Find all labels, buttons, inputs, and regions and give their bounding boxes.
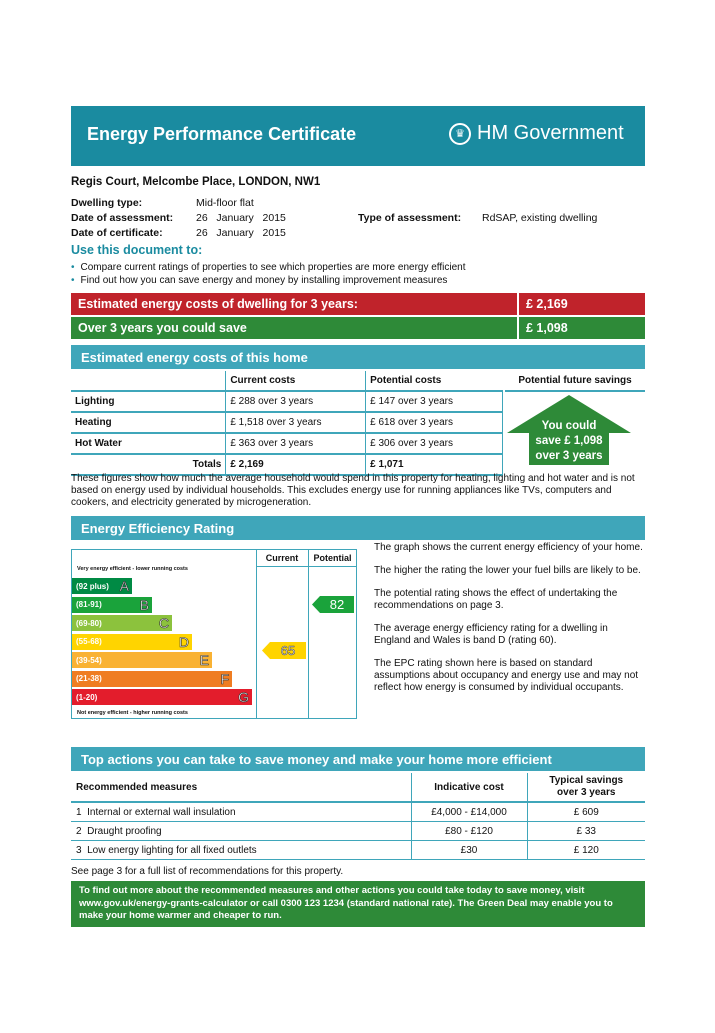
footer-advice: To find out more about the recommended measures and other actions you could take today to save money, visit www.gov.uk/energy-grants-calculator or call 0300 123 1234 (standard national rate). The Green Deal may enable you to make your home warmer and cheaper to run. bbox=[71, 881, 645, 927]
see-page-note: See page 3 for a full list of recommendations for this property. bbox=[71, 866, 344, 877]
list-item: • Compare current ratings of properties to see which properties are more energy efficient bbox=[71, 262, 466, 273]
assessment-date-label: Date of assessment: bbox=[71, 212, 174, 224]
measures-table bbox=[71, 773, 645, 860]
band-letter: F bbox=[220, 670, 229, 687]
assessment-type-value: RdSAP, existing dwelling bbox=[482, 212, 598, 224]
dwelling-type-label: Dwelling type: bbox=[71, 197, 143, 209]
rating-section-heading: Energy Efficiency Rating bbox=[71, 516, 645, 540]
table-row: 3 Low energy lighting for all fixed outlets £30 £ 120 bbox=[71, 841, 645, 860]
table-row: Hot Water £ 363 over 3 years £ 306 over 3 years bbox=[71, 433, 503, 454]
actions-section-heading: Top actions you can take to save money and make your home more efficient bbox=[71, 747, 645, 771]
arrow-text-line: over 3 years bbox=[535, 450, 603, 462]
current-rating-marker bbox=[262, 642, 306, 659]
page-title: Energy Performance Certificate bbox=[87, 124, 357, 144]
rating-paragraph: The EPC rating shown here is based on standard assumptions about occupancy and energy use and may not reflect how energy is consumed by individual occupants. bbox=[374, 658, 639, 693]
rating-paragraph: The graph shows the current energy efficiency of your home. bbox=[374, 542, 643, 553]
table-header-row bbox=[71, 773, 645, 802]
rating-band-d bbox=[72, 634, 192, 650]
gov-label: HM Government bbox=[477, 122, 624, 144]
band-range: (1-20) bbox=[76, 692, 98, 702]
bullet-icon: • bbox=[71, 262, 75, 273]
costs-table bbox=[71, 371, 503, 476]
table-row: Heating £ 1,518 over 3 years £ 618 over 3 years bbox=[71, 412, 503, 433]
arrow-text-line: save £ 1,098 bbox=[535, 435, 603, 447]
rating-bands bbox=[72, 578, 256, 710]
table-header-row bbox=[71, 371, 503, 391]
rating-paragraph: The average energy efficiency rating for a dwelling in England and Wales is band D (rating 60). bbox=[374, 623, 608, 646]
band-letter: B bbox=[139, 596, 149, 613]
efficient-label: Very energy efficient - lower running costs bbox=[77, 566, 188, 572]
potential-column-header: Potential bbox=[313, 553, 352, 563]
inefficient-label: Not energy efficient - higher running costs bbox=[77, 710, 188, 716]
future-savings-header: Potential future savings bbox=[505, 371, 645, 392]
certificate-date-value: 26 January 2015 bbox=[196, 227, 286, 239]
list-item: • Find out how you can save energy and money by installing improvement measures bbox=[71, 275, 448, 286]
rating-band-b bbox=[72, 597, 152, 613]
current-column-header: Current bbox=[265, 553, 299, 563]
band-letter: A bbox=[119, 578, 129, 594]
rating-paragraph: The higher the rating the lower your fuel bills are likely to be. bbox=[374, 565, 641, 576]
band-range: (21-38) bbox=[76, 674, 102, 683]
rating-band-g bbox=[72, 689, 252, 705]
assessment-date-value: 26 January 2015 bbox=[196, 212, 286, 224]
potential-rating-marker bbox=[312, 596, 354, 613]
use-document-heading: Use this document to: bbox=[71, 243, 203, 257]
table-row: 1 Internal or external wall insulation £4,000 - £14,000 £ 609 bbox=[71, 802, 645, 822]
potential-savings-value: £ 1,098 bbox=[519, 317, 645, 339]
rating-explanation bbox=[374, 542, 644, 694]
use-document-list bbox=[71, 262, 466, 288]
rating-band-f bbox=[72, 671, 232, 687]
estimated-costs-value: £ 2,169 bbox=[519, 293, 645, 315]
assessment-type-label: Type of assessment: bbox=[358, 212, 462, 224]
column-header: Recommended measures bbox=[71, 773, 411, 802]
savings-arrow bbox=[505, 393, 633, 465]
bullet-icon: • bbox=[71, 275, 75, 286]
hm-government-logo bbox=[449, 122, 624, 145]
column-header: Indicative cost bbox=[411, 773, 527, 802]
totals-row: Totals £ 2,169 £ 1,071 bbox=[71, 454, 503, 475]
band-range: (55-68) bbox=[76, 637, 102, 646]
column-header: Potential costs bbox=[370, 375, 442, 386]
table-row: 2 Draught proofing £80 - £120 £ 33 bbox=[71, 822, 645, 841]
band-range: (69-80) bbox=[76, 618, 102, 628]
rating-band-e bbox=[72, 652, 212, 668]
costs-note: These figures show how much the average household would spend in this property for heating, lighting and hot water and is not based on energy used by individual households. This excludes energy use for running appliances like TVs, computers and cookers, and electricity generated by microgeneration. bbox=[71, 473, 635, 508]
band-range: (81-91) bbox=[76, 600, 102, 609]
column-header: Typical savings over 3 years bbox=[549, 775, 624, 798]
costs-section-heading: Estimated energy costs of this home bbox=[71, 345, 645, 369]
band-letter: G bbox=[238, 689, 249, 705]
certificate-date-label: Date of certificate: bbox=[71, 227, 163, 239]
rating-paragraph: The potential rating shows the effect of undertaking the recommendations on page 3. bbox=[374, 588, 618, 611]
potential-rating-value: 82 bbox=[329, 597, 345, 612]
band-range: (92 plus) bbox=[76, 581, 109, 591]
column-header: Current costs bbox=[226, 371, 366, 391]
rating-band-a bbox=[72, 578, 132, 594]
band-letter: E bbox=[199, 652, 209, 668]
property-address: Regis Court, Melcombe Place, LONDON, NW1 bbox=[71, 176, 321, 188]
arrow-text-line: You could bbox=[541, 420, 597, 432]
band-letter: D bbox=[178, 633, 189, 650]
rating-band-c bbox=[72, 615, 172, 631]
dwelling-type-value: Mid-floor flat bbox=[196, 197, 254, 209]
estimated-costs-bar: Estimated energy costs of dwelling for 3 years: bbox=[71, 293, 517, 315]
current-rating-value: 65 bbox=[280, 643, 296, 659]
potential-savings-bar: Over 3 years you could save bbox=[71, 317, 517, 339]
band-range: (39-54) bbox=[76, 655, 102, 665]
certificate-header bbox=[71, 106, 645, 166]
rating-chart bbox=[71, 549, 357, 719]
band-letter: C bbox=[158, 615, 169, 631]
table-row: Lighting £ 288 over 3 years £ 147 over 3 years bbox=[71, 391, 503, 412]
royal-crest-icon: ♛ bbox=[449, 123, 471, 145]
